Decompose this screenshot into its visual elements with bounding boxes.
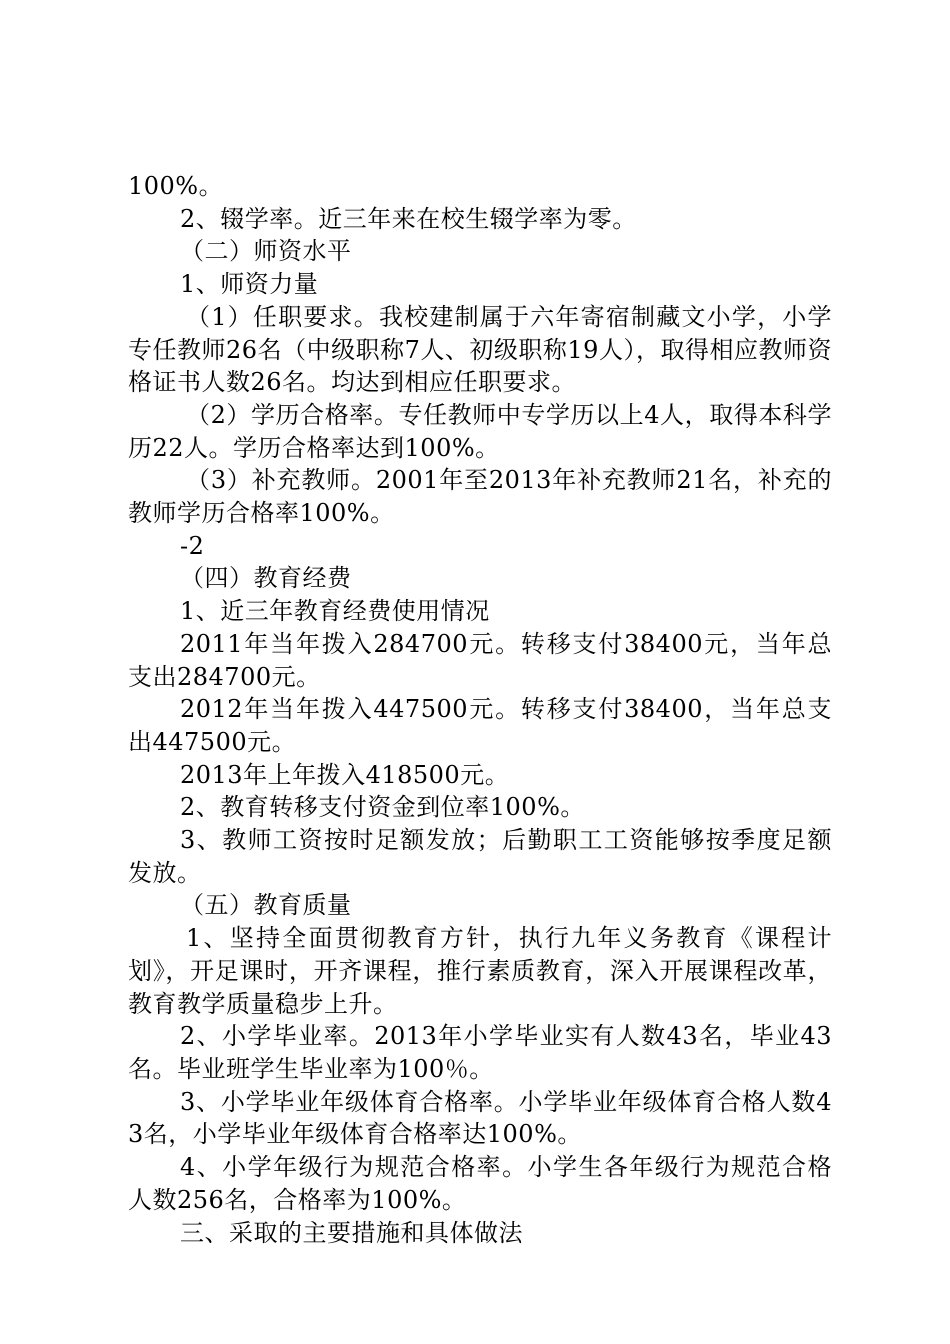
paragraph: 2013年上年拨入418500元。 <box>180 760 510 789</box>
paragraph: 4、小学年级行为规范合格率。小学生各年级行为规范合格人数256名，合格率为100%。 <box>128 1153 832 1214</box>
document-body <box>128 170 832 1249</box>
paragraph: 2、辍学率。近三年来在校生辍学率为零。 <box>180 204 637 233</box>
paragraph: 2012年当年拨入447500元。转移支付38400，当年总支出447500元。 <box>128 695 832 756</box>
paragraph: 3、教师工资按时足额发放；后勤职工工资能够按季度足额发放。 <box>128 826 832 887</box>
paragraph: 3、小学毕业年级体育合格率。小学毕业年级体育合格人数43名，小学毕业年级体育合格率达100%。 <box>128 1087 832 1149</box>
section-heading: （四）教育经费 <box>180 564 352 593</box>
paragraph: 1、坚持全面贯彻教育方针，执行九年义务教育《课程计划》，开足课时，开齐课程，推行素质教育，深入开展课程改革，教育教学质量稳步上升。 <box>128 924 832 1018</box>
section-heading: （二）师资水平 <box>180 237 352 266</box>
paragraph: 2、小学毕业率。2013年小学毕业实有人数43名，毕业43名。毕业班学生毕业率为100％。 <box>128 1022 832 1083</box>
section-heading: 三、采取的主要措施和具体做法 <box>180 1218 523 1247</box>
section-heading: （五）教育质量 <box>180 891 352 920</box>
paragraph: （1）任职要求。我校建制属于六年寄宿制藏文小学，小学专任教师26名（中级职称7人、初级职称19人），取得相应教师资格证书人数26名。均达到相应任职要求。 <box>128 302 832 397</box>
subsection-heading: 1、师资力量 <box>180 270 319 299</box>
page-number: -2 <box>180 531 205 560</box>
paragraph: （3）补充教师。2001年至2013年补充教师21名，补充的教师学历合格率100%。 <box>128 466 832 528</box>
paragraph: （2）学历合格率。专任教师中专学历以上4人，取得本科学历22人。学历合格率达到100%。 <box>128 400 832 462</box>
paragraph: 2011年当年拨入284700元。转移支付38400元，当年总支出284700元。 <box>128 629 832 691</box>
subsection-heading: 1、近三年教育经费使用情况 <box>180 597 490 626</box>
paragraph: 100%。 <box>128 172 224 200</box>
paragraph: 2、教育转移支付资金到位率100%。 <box>180 793 585 822</box>
